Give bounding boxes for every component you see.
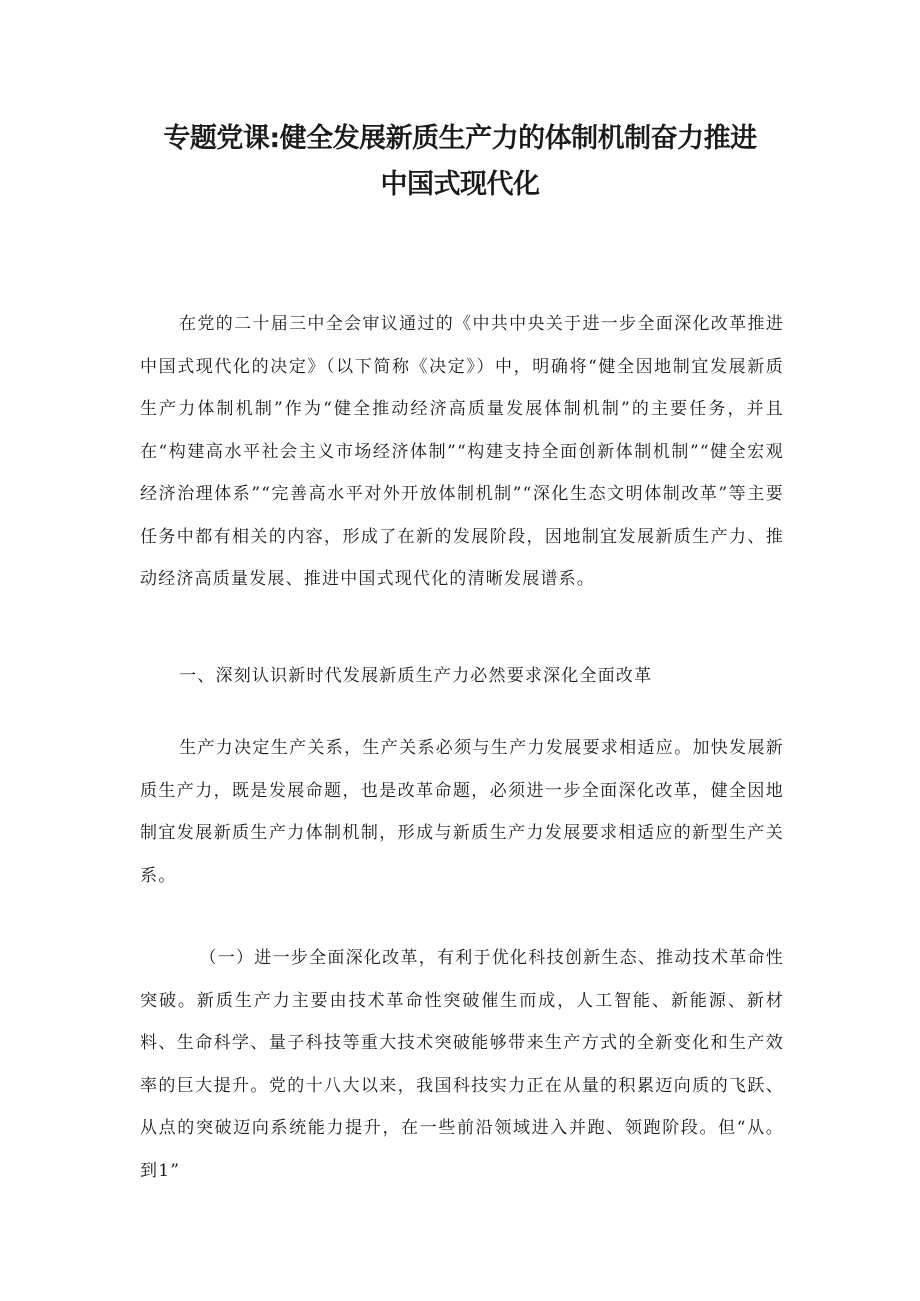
section-heading-1: 一、深刻认识新时代发展新质生产力必然要求深化全面改革 [179,666,653,686]
title-line-1: 专题党课:健全发展新质生产力的体制机制奋力推进 [163,123,757,154]
title-line-2: 中国式现代化 [380,169,540,200]
intro-paragraph: 在党的二十届三中全会审议通过的《中共中央关于进一步全面深化改革推进中国式现代化的决定》（以下简称《决定》）中，明确将“健全因地制宜发展新质生产力体制机制”作为“健全推动经济高质量发展体制机制”的主要任务，并且在“构建高水平社会主义市场经济体制”“构建支持全面创新体制机制”“健全宏观经济治理体系”“完善高水平对外开放体制机制”“深化生态文明体制改革”等主要任务中都有相关的内容，形成了在新的发展阶段，因地制宜发展新质生产力、推动经济高质量发展、推进中国式现代化的清晰发展谱系。 [140,314,784,589]
section-1-paragraph: 生产力决定生产关系，生产关系必须与生产力发展要求相适应。加快发展新质生产力，既是发展命题，也是改革命题，必须进一步全面深化改革，健全因地制宜发展新质生产力体制机制，形成与新质生产力发展要求相适应的新型生产关系。 [140,738,784,886]
subsection-1-paragraph: （一）进一步全面深化改革，有利于优化科技创新生态、推动技术革命性突破。新质生产力主要由技术革命性突破催生而成，人工智能、新能源、新材料、生命科学、量子科技等重大技术突破能够带来生产方式的全新变化和生产效率的巨大提升。党的十八大以来，我国科技实力正在从量的积累迈向质的飞跃、从点的突破迈向系统能力提升，在一些前沿领域进入并跑、领跑阶段。但“从。到1” [140,948,784,1181]
document-title [90,116,830,208]
